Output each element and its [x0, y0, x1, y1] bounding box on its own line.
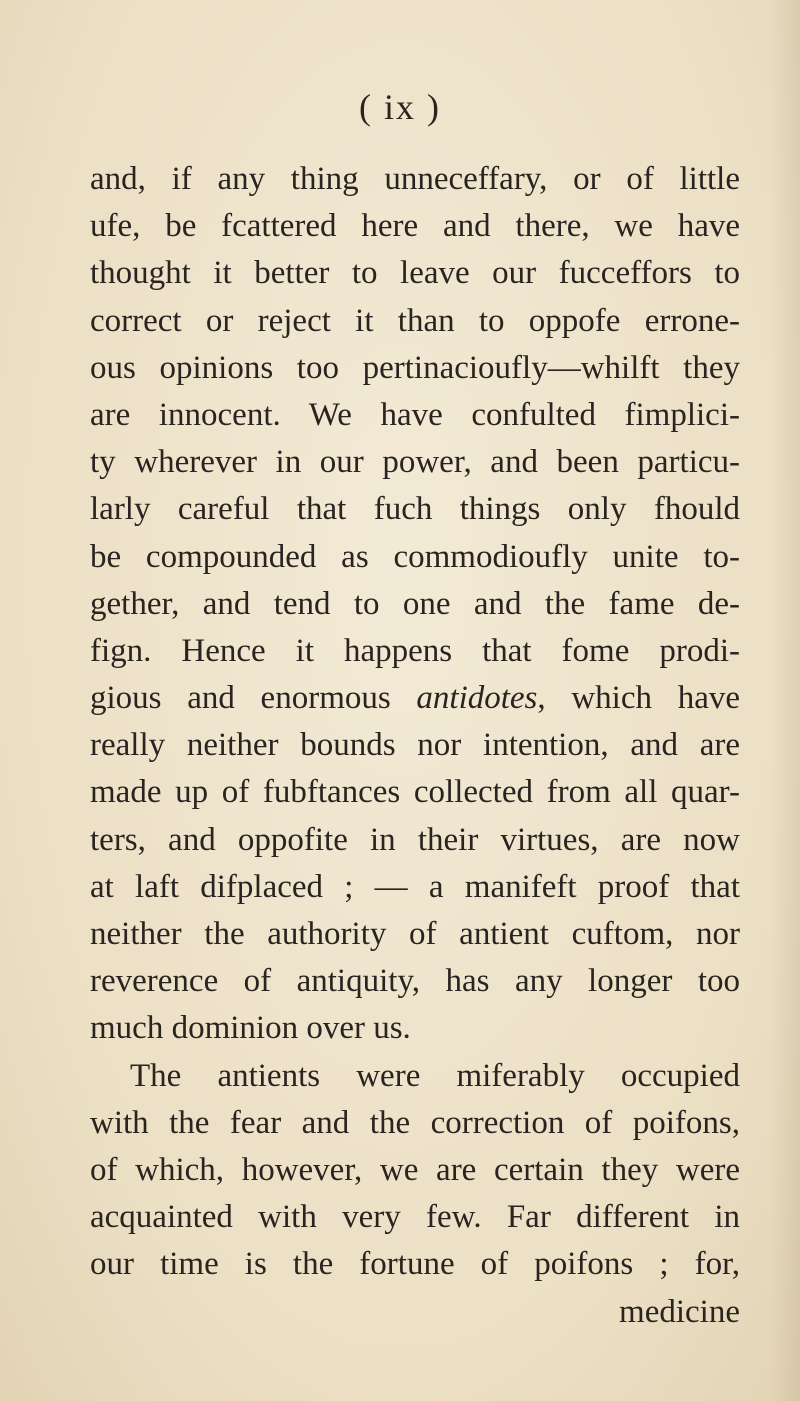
text-line-3: thought it better to leave our fucceffors to — [90, 255, 740, 292]
text-line-14: made up of fubftances collected from all quar- — [90, 774, 740, 811]
text-line-15: ters, and oppofite in their virtues, are now — [90, 821, 740, 858]
text-line-24: our time is the fortune of poifons ; for, — [90, 1246, 740, 1283]
text-line-1: and, if any thing unneceffary, or of little — [90, 161, 740, 197]
page-number: ( ix ) — [359, 87, 441, 127]
text-line-10: gether, and tend to one and the fame de- — [90, 585, 740, 622]
text-line-17: neither the authority of antient cuftom, nor — [90, 916, 740, 952]
text-line-2: ufe, be fcattered here and there, we have — [90, 208, 740, 245]
text-line-13: really neither bounds nor intention, and are — [90, 727, 740, 764]
text-line-19: much dominion over us. — [90, 1010, 411, 1047]
text-line-8: larly careful that fuch things only fhould — [90, 491, 740, 528]
text-line-16: at laft difplaced ; — a manifeft proof that — [90, 868, 740, 905]
italic-word-antidotes: antidotes — [416, 680, 538, 717]
text-line-11: fign. Hence it happens that fome prodi- — [90, 632, 740, 669]
text-line-21: with the fear and the correction of poifons, — [90, 1104, 740, 1141]
body-text — [90, 156, 740, 1336]
text-line-22: of which, however, we are certain they were — [90, 1151, 740, 1188]
text-line-5: ous opinions too pertinacioufly—whilft they — [90, 349, 740, 386]
text-line-23: acquainted with very few. Far different in — [90, 1199, 740, 1236]
text-line-18: reverence of antiquity, has any longer too — [90, 963, 740, 1000]
page-edge-shadow — [770, 0, 800, 1401]
text-line-6: are innocent. We have confulted fimplici- — [90, 396, 740, 433]
text-line-9: be compounded as commodioufly unite to- — [90, 538, 740, 575]
text-line-7: ty wherever in our power, and been particu- — [90, 444, 740, 481]
text-line-4: correct or reject it than to oppofe errone- — [90, 302, 740, 339]
catchword: medicine — [619, 1293, 740, 1330]
text-line-12-after: , which have — [537, 680, 740, 717]
text-line-20: The antients were miferably occupied — [130, 1057, 740, 1094]
text-line-12 — [90, 675, 740, 722]
text-line-12-before: gious and enormous — [90, 680, 417, 717]
